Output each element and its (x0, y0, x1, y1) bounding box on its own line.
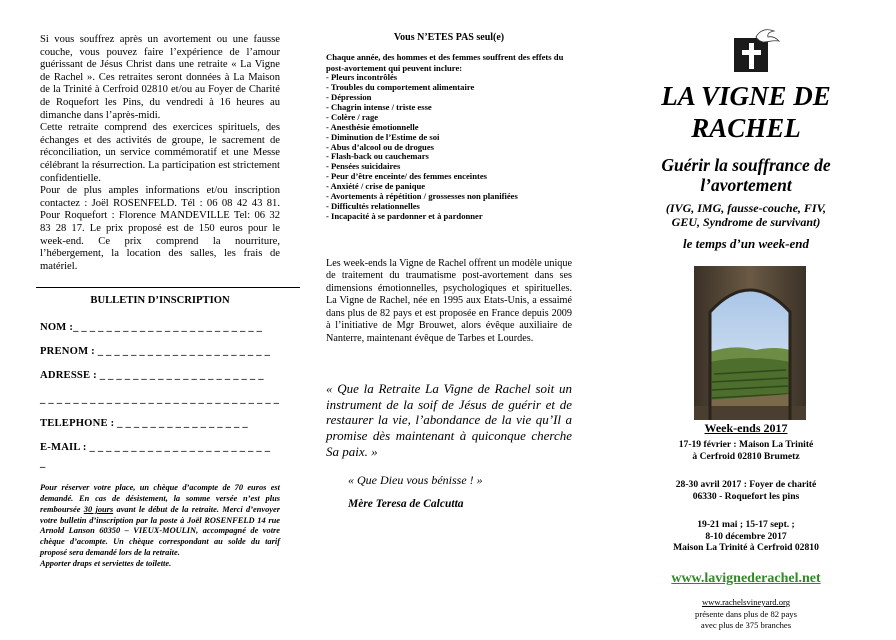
brochure-subtitle (596, 155, 896, 195)
dove-cross-icon (734, 28, 780, 74)
symptoms-intro-text: Chaque année, des hommes et des femmes souffrent des effets du post-avortement qui peuvent inclure: (326, 52, 564, 73)
conditions-line-2: GEU, Syndrome de survivant) (671, 215, 821, 229)
left-panel (0, 0, 298, 640)
notice-part-2: avant le début de la retraite. Merci d’envoyer votre bulletin d’inscription par la poste à Joël ROSENFELD 14 rue Arnold Lanson 60350 – VIEUX-MOULIN, accompagné de votre chèque d’acompte. Un chèque correspondant au solde du tarif proposé sera demandé lors de la retraite. (40, 504, 280, 558)
subtitle-line-1: Guérir la souffrance de (661, 155, 831, 175)
section-title: Vous N’ETES PAS seul(e) (393, 32, 505, 43)
weekends-title: Week-ends 2017 (704, 421, 788, 435)
list-item: - Incapacité à se pardonner et à pardonner (326, 210, 483, 221)
form-title: BULLETIN D’INSCRIPTION (90, 295, 230, 307)
section-divider (36, 287, 300, 288)
list-item: - Troubles du comportement alimentaire (326, 82, 475, 93)
weekend-3-line-1: 19-21 mai ; 15-17 sept. ; (697, 519, 795, 530)
title-line-2: RACHEL (691, 113, 801, 143)
quote-author: Mère Teresa de Calcutta (348, 498, 464, 511)
brochure-title (596, 80, 896, 144)
weekend-1-line-1: 17-19 février : Maison La Trinité (678, 439, 814, 450)
list-item: - Avortements à répétition / grossesses non planifiées (326, 191, 518, 202)
vineyard-window-photo (694, 266, 806, 420)
list-item: - Chagrin intense / triste esse (326, 101, 432, 112)
presence-line-2: avec plus de 375 branches (700, 620, 792, 631)
registration-notice (40, 483, 280, 569)
list-item: - Pleurs incontrôlés (326, 72, 398, 83)
email-field[interactable]: E-MAIL : _ _ _ _ _ _ _ _ _ _ _ _ _ _ _ _ _ _ _ _ _ _ (40, 442, 271, 454)
notice-underlined: 30 jours (83, 504, 114, 514)
list-item: - Anesthésie émotionnelle (326, 121, 419, 132)
list-item: - Anxiété / crise de panique (326, 181, 426, 192)
firstname-field[interactable]: PRENOM : _ _ _ _ _ _ _ _ _ _ _ _ _ _ _ _ _ _ _ _ _ (40, 346, 271, 358)
weekend-entry-1 (596, 439, 896, 462)
phone-field[interactable]: TELEPHONE : _ _ _ _ _ _ _ _ _ _ _ _ _ _ _ _ (40, 418, 248, 430)
tagline: le temps d’un week-end (682, 236, 809, 251)
program-description: Les week-ends la Vigne de Rachel offrent un modèle unique de traitement du traumatisme post-avortement dans ses dimensions émotionnelles, psychologiques et spirituelles. La Vigne de Rachel, née en 1995 aux Etats-Unis, a essaimé dans plus de 82 pays et est proposée en France depuis 2009 à l’initiative de Mgr Brouwet, alors évêque auxiliaire de Nanterre, maintenant évêque de Tarbes et Lourdes. (326, 257, 572, 344)
list-item: - Abus d’alcool ou de drogues (326, 141, 435, 152)
weekend-1-line-2: à Cerfroid 02810 Brumetz (692, 450, 800, 462)
list-item: - Flash-back ou cauchemars (326, 151, 429, 162)
notice-part-1: Pour réserver votre place, un chèque d’acompte de 70 euros est demandé. En cas de désistement, la somme versée n’est plus remboursée (40, 483, 280, 514)
conditions-line-1: (IVG, IMG, fausse-couche, FIV, (665, 201, 827, 215)
conditions-list (596, 201, 896, 229)
list-item: - Colère / rage (326, 111, 379, 122)
weekend-2-line-1: 28-30 avril 2017 : Foyer de charité (675, 479, 817, 490)
list-item: - Peur d’être enceinte/ des femmes enceintes (326, 171, 487, 182)
weekend-2-line-2: 06330 - Roquefort les pins (692, 490, 800, 502)
intro-text (40, 34, 280, 273)
name-field[interactable]: NOM :_ _ _ _ _ _ _ _ _ _ _ _ _ _ _ _ _ _ _ _ _ _ _ (40, 322, 263, 334)
presence-info (596, 609, 896, 631)
intro-paragraph-1: Si vous souffrez après un avortement ou une fausse couche, vous pouvez faire l’expérience de l’amour guérissant de Jésus Christ dans une retraite « La Vigne de Rachel ». Ces retraites seront données à La Maison de la Trinité à Cerfroid 02810 et/ou au Foyer de Charité de Roquefort les Pins, du vendredi à 16 heures au dimanche dans l’après-midi. (40, 34, 280, 121)
weekend-3-line-3: Maison La Trinité à Cerfroid 02810 (673, 542, 819, 553)
title-line-1: LA VIGNE DE (661, 81, 831, 111)
intro-paragraph-3: Pour de plus amples informations et/ou inscription contactez : Joël ROSENFELD. Tél : 06 08 42 43 81. Pour Roquefort : Florence MANDEVILLE Tel: 06 32 83 28 17. Le prix proposé est de 150 euros pour le week-end. Ce prix comprend la nourriture, l’hébergement, la location des salles, les frais de matériel. (40, 185, 280, 272)
weekend-3-line-2: 8-10 décembre 2017 (705, 530, 787, 542)
list-item: - Diminution de l’Estime de soi (326, 131, 440, 142)
symptoms-list (326, 73, 572, 222)
presence-line-1: présente dans plus de 82 pays (695, 609, 797, 619)
address-field[interactable]: ADRESSE : _ _ _ _ _ _ _ _ _ _ _ _ _ _ _ _ _ _ _ _ (40, 370, 264, 382)
international-website-link[interactable]: www.rachelsvineyard.org (701, 597, 791, 607)
intro-paragraph-2: Cette retraite comprend des exercices spirituels, des échanges et des activités de groupe, le sacrement de réconciliation, un service commémoratif et une Messe célébrant la résurrection. La participation est strictement confidentielle. (40, 122, 280, 184)
address-field-line2[interactable]: _ _ _ _ _ _ _ _ _ _ _ _ _ _ _ _ _ _ _ _ _ _ _ _ _ _ _ _ _ (40, 394, 280, 406)
quote: « Que la Retraite La Vigne de Rachel soit un instrument de la soif de Jésus de guérir et de restaurer la vie, l’abondance de la vie qu’Il a promise dès maintenant à quiconque cherche Sa paix. » (326, 381, 572, 459)
website-link[interactable]: www.lavignederachel.net (671, 571, 821, 586)
email-field-line2[interactable]: _ (40, 458, 46, 470)
list-item: - Pensées suicidaires (326, 161, 401, 172)
list-item: - Difficultés relationnelles (326, 200, 420, 211)
list-item: - Dépression (326, 92, 372, 102)
symptoms-intro (326, 52, 572, 73)
subtitle-line-2: l’avortement (700, 175, 792, 195)
weekend-entry-3 (596, 519, 896, 554)
blessing: « Que Dieu vous bénisse ! » (348, 473, 483, 488)
weekend-entry-2 (596, 479, 896, 502)
middle-panel (298, 0, 596, 640)
notice-last: Apporter draps et serviettes de toilette. (40, 558, 172, 568)
